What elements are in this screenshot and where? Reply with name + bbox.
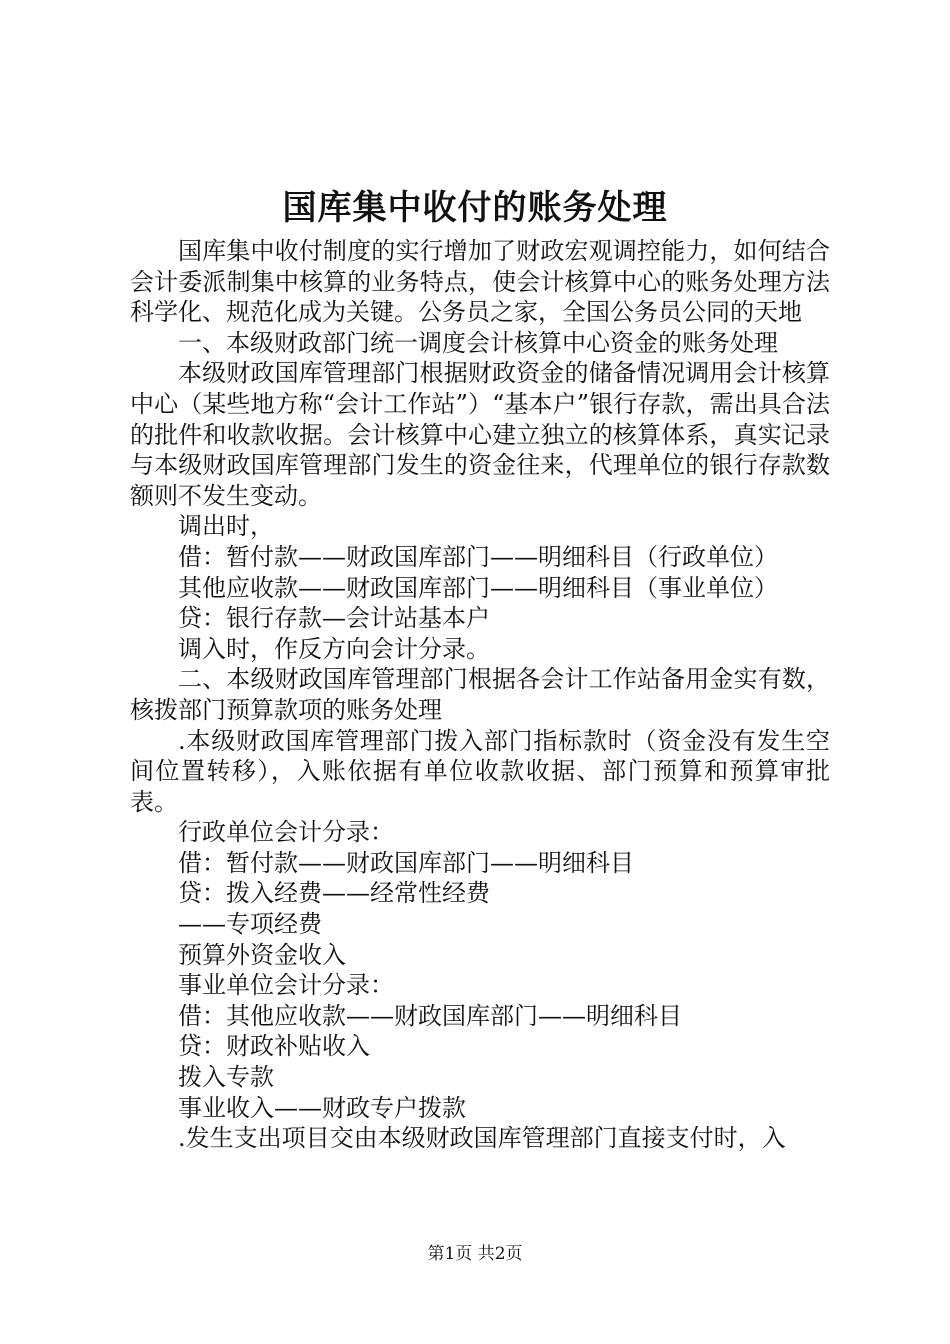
- journal-entry-line: ——专项经费: [178, 910, 322, 939]
- document-title: 国库集中收付的账务处理: [282, 188, 668, 228]
- journal-entry-line: 拨入专款: [178, 1063, 274, 1092]
- paragraph: .本级财政国库管理部门拨入部门指标款时（资金没有发生空间位置转移），入账依据有单位收款收据、部门预算和预算审批表。: [130, 726, 830, 816]
- paragraph: 国库集中收付制度的实行增加了财政宏观调控能力，如何结合会计委派制集中核算的业务特点，使会计核算中心的账务处理方法科学化、规范化成为关键。公务员之家，全国公务员公同的天地: [130, 237, 830, 327]
- document-body: [130, 236, 830, 1154]
- journal-entry-line: 事业收入——财政专户拨款: [178, 1093, 466, 1122]
- journal-entry-line: 借：暂付款——财政国库部门——明细科目: [178, 848, 634, 877]
- paragraph: 行政单位会计分录：: [178, 818, 394, 847]
- journal-entry-line: 贷：财政补贴收入: [178, 1032, 370, 1061]
- journal-entry-line: 借：暂付款——财政国库部门——明细科目（行政单位）: [178, 542, 778, 571]
- journal-entry-line: 借：其他应收款——财政国库部门——明细科目: [178, 1001, 682, 1030]
- journal-entry-line: 预算外资金收入: [178, 940, 346, 969]
- page-indicator: 第1页 共2页: [427, 1244, 523, 1264]
- paragraph: 事业单位会计分录：: [178, 971, 394, 1000]
- journal-entry-line: 其他应收款——财政国库部门——明细科目（事业单位）: [178, 573, 778, 602]
- journal-entry-line: 贷：银行存款—会计站基本户: [178, 604, 490, 633]
- section-heading: 一、本级财政部门统一调度会计核算中心资金的账务处理: [178, 328, 778, 357]
- paragraph: .发生支出项目交由本级财政国库管理部门直接支付时，入: [178, 1124, 786, 1153]
- section-heading: 二、本级财政国库管理部门根据各会计工作站备用金实有数，核拨部门预算款项的账务处理: [130, 665, 830, 724]
- paragraph: 调出时，: [178, 512, 274, 541]
- journal-entry-line: 贷：拨入经费——经常性经费: [178, 879, 490, 908]
- paragraph: 调入时，作反方向会计分录。: [178, 634, 490, 663]
- paragraph: 本级财政国库管理部门根据财政资金的储备情况调用会计核算中心（某些地方称“会计工作站”）“基本户”银行存款，需出具合法的批件和收款收据。会计核算中心建立独立的核算体系，真实记录与本级财政国库管理部门发生的资金往来，代理单位的银行存款数额则不发生变动。: [130, 359, 830, 510]
